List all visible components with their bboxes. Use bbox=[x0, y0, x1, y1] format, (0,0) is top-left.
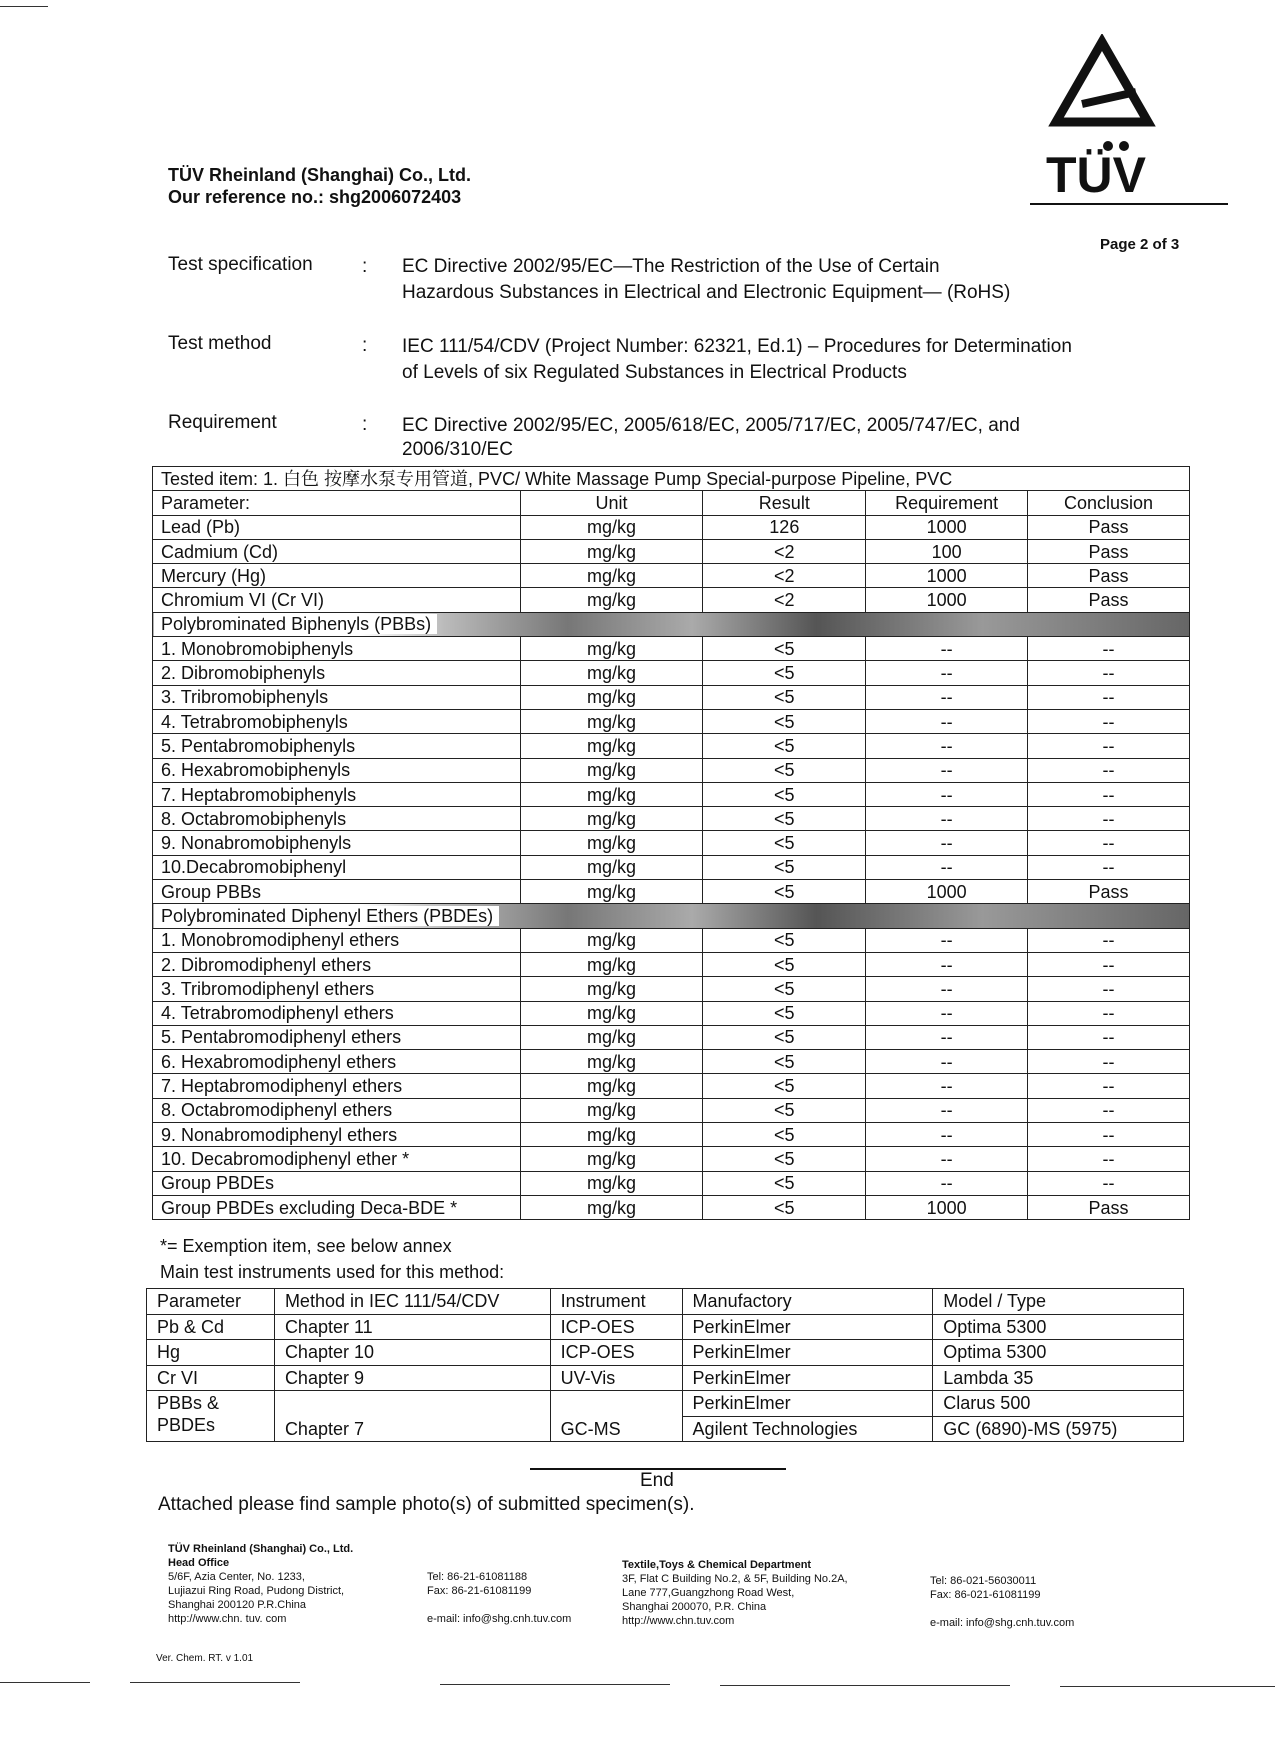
cell-result: <2 bbox=[703, 539, 866, 563]
pbb-section-header-label: Polybrominated Biphenyls (PBBs) bbox=[161, 614, 437, 634]
inst-cell-parameter: Cr VI bbox=[147, 1365, 275, 1391]
inst-cell-manufactory: Agilent Technologies bbox=[682, 1416, 933, 1442]
cell-unit: mg/kg bbox=[520, 685, 703, 709]
instruments-header-row bbox=[147, 1289, 1184, 1315]
cell-unit: mg/kg bbox=[520, 928, 703, 952]
cell-requirement: 100 bbox=[866, 539, 1028, 563]
cell-conclusion: -- bbox=[1028, 782, 1190, 806]
cell-conclusion: Pass bbox=[1028, 588, 1190, 612]
cell-conclusion: -- bbox=[1028, 637, 1190, 661]
cell-conclusion: -- bbox=[1028, 1074, 1190, 1098]
company-name: TÜV Rheinland (Shanghai) Co., Ltd. bbox=[168, 165, 471, 185]
cell-requirement: -- bbox=[866, 1098, 1028, 1122]
spec-text-test-method: IEC 111/54/CDV (Project Number: 62321, Ed.1) – Procedures for Determination of Levels of six Regulated Substances in Electrical Products bbox=[402, 336, 1072, 383]
cell-parameter: Mercury (Hg) bbox=[153, 564, 521, 588]
inst-cell-parameter: Pb & Cd bbox=[147, 1314, 275, 1340]
cell-conclusion: -- bbox=[1028, 1025, 1190, 1049]
inst-header-instrument: Instrument bbox=[550, 1289, 682, 1315]
cell-conclusion: -- bbox=[1028, 1147, 1190, 1171]
cell-result: <5 bbox=[703, 1025, 866, 1049]
cell-unit: mg/kg bbox=[520, 758, 703, 782]
inst-cell-model: Optima 5300 bbox=[933, 1340, 1184, 1366]
cell-requirement: -- bbox=[866, 758, 1028, 782]
tuv-logo bbox=[1030, 34, 1230, 204]
cell-conclusion: -- bbox=[1028, 734, 1190, 758]
inst-cell-instrument: ICP-OES bbox=[550, 1314, 682, 1340]
cell-unit: mg/kg bbox=[520, 977, 703, 1001]
instrument-row bbox=[147, 1391, 1184, 1417]
cell-conclusion: -- bbox=[1028, 1171, 1190, 1195]
scan-line bbox=[720, 1685, 1010, 1686]
cell-unit: mg/kg bbox=[520, 1074, 703, 1098]
pbde-section-header bbox=[153, 904, 1190, 928]
cell-result: <5 bbox=[703, 1195, 866, 1219]
cell-parameter: Lead (Pb) bbox=[153, 515, 521, 539]
cell-conclusion: -- bbox=[1028, 977, 1190, 1001]
footer-head-office-label: Head Office bbox=[168, 1557, 230, 1569]
footer-dept-name: Textile,Toys & Chemical Department bbox=[622, 1559, 812, 1571]
cell-unit: mg/kg bbox=[520, 831, 703, 855]
cell-parameter: 10. Decabromodiphenyl ether * bbox=[153, 1147, 521, 1171]
footer-version: Ver. Chem. RT. v 1.01 bbox=[156, 1653, 254, 1664]
cell-requirement: 1000 bbox=[866, 564, 1028, 588]
end-label: End bbox=[640, 1470, 674, 1491]
page-number: Page 2 of 3 bbox=[1100, 236, 1180, 253]
inst-cell-model: Clarus 500 bbox=[933, 1391, 1184, 1417]
table-row bbox=[153, 1147, 1190, 1171]
cell-unit: mg/kg bbox=[520, 782, 703, 806]
cell-parameter: 5. Pentabromodiphenyl ethers bbox=[153, 1025, 521, 1049]
cell-conclusion: -- bbox=[1028, 831, 1190, 855]
cell-result: <2 bbox=[703, 564, 866, 588]
cell-unit: mg/kg bbox=[520, 1025, 703, 1049]
cell-unit: mg/kg bbox=[520, 1147, 703, 1171]
pbb-section-header bbox=[153, 612, 1190, 636]
spec-label-test-method: Test method bbox=[168, 333, 272, 354]
inst-cell-instrument: UV-Vis bbox=[550, 1365, 682, 1391]
cell-requirement: -- bbox=[866, 1123, 1028, 1147]
cell-unit: mg/kg bbox=[520, 855, 703, 879]
scan-line bbox=[440, 1684, 670, 1685]
cell-unit: mg/kg bbox=[520, 1171, 703, 1195]
cell-result: <5 bbox=[703, 1171, 866, 1195]
table-row bbox=[153, 1195, 1190, 1219]
inst-cell-model: Lambda 35 bbox=[933, 1365, 1184, 1391]
cell-requirement: -- bbox=[866, 1001, 1028, 1025]
attached-note: Attached please find sample photo(s) of submitted specimen(s). bbox=[158, 1494, 695, 1515]
cell-requirement: -- bbox=[866, 952, 1028, 976]
cell-result: <5 bbox=[703, 782, 866, 806]
cell-conclusion: -- bbox=[1028, 685, 1190, 709]
cell-result: <5 bbox=[703, 831, 866, 855]
cell-unit: mg/kg bbox=[520, 807, 703, 831]
inst-cell-model: Optima 5300 bbox=[933, 1314, 1184, 1340]
cell-result: <5 bbox=[703, 685, 866, 709]
logo-rule bbox=[1030, 203, 1228, 205]
cell-parameter: 9. Nonabromodiphenyl ethers bbox=[153, 1123, 521, 1147]
cell-parameter: 9. Nonabromobiphenyls bbox=[153, 831, 521, 855]
cell-requirement: -- bbox=[866, 734, 1028, 758]
cell-result: <5 bbox=[703, 1074, 866, 1098]
cell-requirement: 1000 bbox=[866, 588, 1028, 612]
footer-company: TÜV Rheinland (Shanghai) Co., Ltd. bbox=[168, 1543, 354, 1555]
cell-conclusion: Pass bbox=[1028, 539, 1190, 563]
cell-result: <5 bbox=[703, 709, 866, 733]
cell-parameter: 3. Tribromodiphenyl ethers bbox=[153, 977, 521, 1001]
cell-conclusion: -- bbox=[1028, 952, 1190, 976]
cell-result: <5 bbox=[703, 928, 866, 952]
cell-parameter: 8. Octabromodiphenyl ethers bbox=[153, 1098, 521, 1122]
table-row bbox=[153, 1001, 1190, 1025]
cell-parameter: 7. Heptabromobiphenyls bbox=[153, 782, 521, 806]
cell-unit: mg/kg bbox=[520, 734, 703, 758]
results-header-row bbox=[153, 491, 1190, 515]
cell-result: <5 bbox=[703, 977, 866, 1001]
cell-result: <5 bbox=[703, 952, 866, 976]
table-row bbox=[153, 952, 1190, 976]
table-row bbox=[153, 807, 1190, 831]
cell-requirement: -- bbox=[866, 1171, 1028, 1195]
cell-conclusion: -- bbox=[1028, 661, 1190, 685]
cell-requirement: -- bbox=[866, 709, 1028, 733]
cell-parameter: Group PBDEs bbox=[153, 1171, 521, 1195]
cell-result: <5 bbox=[703, 1001, 866, 1025]
spec-label-requirement: Requirement bbox=[168, 412, 277, 433]
cell-parameter: 6. Hexabromobiphenyls bbox=[153, 758, 521, 782]
footer-contact-2: Tel: 86-021-56030011 Fax: 86-021-61081199 e-mail: info@shg.cnh.tuv.com bbox=[930, 1575, 1075, 1629]
table-row bbox=[153, 782, 1190, 806]
company-header bbox=[168, 164, 471, 208]
cell-parameter: 2. Dibromodiphenyl ethers bbox=[153, 952, 521, 976]
cell-parameter: 10.Decabromobiphenyl bbox=[153, 855, 521, 879]
table-row bbox=[153, 661, 1190, 685]
cell-unit: mg/kg bbox=[520, 1001, 703, 1025]
table-row bbox=[153, 515, 1190, 539]
cell-conclusion: Pass bbox=[1028, 880, 1190, 904]
cell-requirement: -- bbox=[866, 1147, 1028, 1171]
cell-unit: mg/kg bbox=[520, 952, 703, 976]
inst-cell-instrument: ICP-OES bbox=[550, 1340, 682, 1366]
spec-colon: : bbox=[362, 335, 368, 356]
table-row bbox=[153, 1098, 1190, 1122]
cell-conclusion: -- bbox=[1028, 807, 1190, 831]
cell-parameter: 1. Monobromobiphenyls bbox=[153, 637, 521, 661]
cell-parameter: 1. Monobromodiphenyl ethers bbox=[153, 928, 521, 952]
cell-requirement: -- bbox=[866, 1025, 1028, 1049]
cell-parameter: 2. Dibromobiphenyls bbox=[153, 661, 521, 685]
cell-conclusion: -- bbox=[1028, 1050, 1190, 1074]
cell-requirement: -- bbox=[866, 685, 1028, 709]
table-row bbox=[153, 1074, 1190, 1098]
spec-label-test-specification: Test specification bbox=[168, 254, 313, 275]
cell-unit: mg/kg bbox=[520, 637, 703, 661]
inst-header-parameter: Parameter bbox=[147, 1289, 275, 1315]
cell-unit: mg/kg bbox=[520, 1098, 703, 1122]
pbb-section-header-cell bbox=[153, 612, 1190, 636]
inst-cell-method: Chapter 7 bbox=[274, 1391, 550, 1442]
inst-cell-method: Chapter 9 bbox=[274, 1365, 550, 1391]
table-row bbox=[153, 880, 1190, 904]
cell-result: <2 bbox=[703, 588, 866, 612]
inst-cell-manufactory: PerkinElmer bbox=[682, 1314, 933, 1340]
inst-cell-model: GC (6890)-MS (5975) bbox=[933, 1416, 1184, 1442]
col-header-parameter: Parameter: bbox=[153, 491, 521, 515]
cell-parameter: 7. Heptabromodiphenyl ethers bbox=[153, 1074, 521, 1098]
instruments-title: Main test instruments used for this method: bbox=[160, 1262, 505, 1282]
instruments-table bbox=[146, 1288, 1184, 1442]
spec-text-requirement: EC Directive 2002/95/EC, 2005/618/EC, 2005/717/EC, 2005/747/EC, and 2006/310/EC bbox=[402, 415, 1020, 460]
inst-header-method: Method in IEC 111/54/CDV bbox=[274, 1289, 550, 1315]
table-row bbox=[153, 564, 1190, 588]
cell-result: <5 bbox=[703, 734, 866, 758]
table-row bbox=[153, 758, 1190, 782]
footer-department: Textile,Toys & Chemical Department 3F, Flat C Building No.2, & 5F, Building No.2A, Lane 777,Guangzhong Road West, Shanghai 200070, P.R. China http://www.chn.tuv.com bbox=[622, 1559, 848, 1627]
instrument-row bbox=[147, 1365, 1184, 1391]
cell-result: <5 bbox=[703, 758, 866, 782]
exemption-note: *= Exemption item, see below annex bbox=[160, 1236, 452, 1256]
spec-colon: : bbox=[362, 256, 368, 277]
pbde-section-header-cell bbox=[153, 904, 1190, 928]
inst-cell-parameter: Hg bbox=[147, 1340, 275, 1366]
inst-cell-method: Chapter 11 bbox=[274, 1314, 550, 1340]
cell-parameter: 5. Pentabromobiphenyls bbox=[153, 734, 521, 758]
inst-cell-instrument: GC-MS bbox=[550, 1391, 682, 1442]
cell-unit: mg/kg bbox=[520, 661, 703, 685]
table-row bbox=[153, 855, 1190, 879]
table-row bbox=[153, 539, 1190, 563]
cell-unit: mg/kg bbox=[520, 709, 703, 733]
cell-requirement: -- bbox=[866, 1050, 1028, 1074]
cell-requirement: -- bbox=[866, 831, 1028, 855]
table-row bbox=[153, 709, 1190, 733]
cell-conclusion: -- bbox=[1028, 928, 1190, 952]
scan-line bbox=[1060, 1686, 1275, 1687]
cell-requirement: 1000 bbox=[866, 515, 1028, 539]
cell-conclusion: -- bbox=[1028, 758, 1190, 782]
logo-text: TÜV bbox=[1046, 147, 1146, 203]
table-row bbox=[153, 637, 1190, 661]
tested-item-row bbox=[153, 467, 1190, 491]
table-row bbox=[153, 734, 1190, 758]
spec-text-test-specification: EC Directive 2002/95/EC—The Restriction of the Use of Certain Hazardous Substances in Electrical and Electronic Equipment— (RoHS) bbox=[402, 256, 1011, 303]
scan-line bbox=[0, 1682, 90, 1683]
table-row bbox=[153, 1171, 1190, 1195]
results-table bbox=[152, 466, 1190, 1220]
cell-result: <5 bbox=[703, 661, 866, 685]
cell-result: <5 bbox=[703, 880, 866, 904]
cell-requirement: 1000 bbox=[866, 1195, 1028, 1219]
cell-result: <5 bbox=[703, 807, 866, 831]
cell-conclusion: -- bbox=[1028, 1001, 1190, 1025]
cell-conclusion: -- bbox=[1028, 1098, 1190, 1122]
inst-cell-method: Chapter 10 bbox=[274, 1340, 550, 1366]
cell-requirement: -- bbox=[866, 928, 1028, 952]
cell-conclusion: -- bbox=[1028, 855, 1190, 879]
table-row bbox=[153, 588, 1190, 612]
col-header-unit: Unit bbox=[520, 491, 703, 515]
cell-parameter: Group PBDEs excluding Deca-BDE * bbox=[153, 1195, 521, 1219]
inst-cell-manufactory: PerkinElmer bbox=[682, 1365, 933, 1391]
col-header-requirement: Requirement bbox=[866, 491, 1028, 515]
scan-mark bbox=[0, 6, 48, 7]
cell-requirement: -- bbox=[866, 855, 1028, 879]
cell-unit: mg/kg bbox=[520, 588, 703, 612]
cell-result: 126 bbox=[703, 515, 866, 539]
inst-cell-parameter: PBBs & PBDEs bbox=[147, 1391, 275, 1442]
inst-cell-manufactory: PerkinElmer bbox=[682, 1340, 933, 1366]
instrument-row bbox=[147, 1340, 1184, 1366]
cell-result: <5 bbox=[703, 1123, 866, 1147]
cell-parameter: Chromium VI (Cr VI) bbox=[153, 588, 521, 612]
tested-item: Tested item: 1. 白色 按摩水泵专用管道, PVC/ White Massage Pump Special-purpose Pipeline, PVC bbox=[153, 467, 1190, 491]
cell-conclusion: -- bbox=[1028, 709, 1190, 733]
reference-number: Our reference no.: shg2006072403 bbox=[168, 187, 462, 207]
cell-result: <5 bbox=[703, 1098, 866, 1122]
table-row bbox=[153, 685, 1190, 709]
inst-cell-manufactory: PerkinElmer bbox=[682, 1391, 933, 1417]
footer-head-office: TÜV Rheinland (Shanghai) Co., Ltd. Head Office 5/6F, Azia Center, No. 1233, Lujiazui Ring Road, Pudong District, Shanghai 200120 P.R.China http://www.chn. tuv. com bbox=[168, 1543, 354, 1625]
cell-unit: mg/kg bbox=[520, 515, 703, 539]
cell-result: <5 bbox=[703, 1050, 866, 1074]
cell-conclusion: Pass bbox=[1028, 515, 1190, 539]
table-row bbox=[153, 1050, 1190, 1074]
cell-parameter: 4. Tetrabromodiphenyl ethers bbox=[153, 1001, 521, 1025]
cell-requirement: -- bbox=[866, 637, 1028, 661]
cell-unit: mg/kg bbox=[520, 539, 703, 563]
cell-parameter: 6. Hexabromodiphenyl ethers bbox=[153, 1050, 521, 1074]
cell-result: <5 bbox=[703, 637, 866, 661]
footer-contact-1: Tel: 86-21-61081188 Fax: 86-21-61081199 e-mail: info@shg.cnh.tuv.com bbox=[427, 1571, 572, 1625]
pbde-section-header-label: Polybrominated Diphenyl Ethers (PBDEs) bbox=[161, 906, 499, 926]
cell-unit: mg/kg bbox=[520, 880, 703, 904]
table-row bbox=[153, 977, 1190, 1001]
instrument-row bbox=[147, 1314, 1184, 1340]
cell-requirement: 1000 bbox=[866, 880, 1028, 904]
table-row bbox=[153, 831, 1190, 855]
col-header-conclusion: Conclusion bbox=[1028, 491, 1190, 515]
table-row bbox=[153, 1025, 1190, 1049]
cell-parameter: Cadmium (Cd) bbox=[153, 539, 521, 563]
cell-parameter: 8. Octabromobiphenyls bbox=[153, 807, 521, 831]
cell-unit: mg/kg bbox=[520, 1123, 703, 1147]
cell-conclusion: -- bbox=[1028, 1123, 1190, 1147]
cell-parameter: Group PBBs bbox=[153, 880, 521, 904]
cell-requirement: -- bbox=[866, 807, 1028, 831]
cell-requirement: -- bbox=[866, 661, 1028, 685]
inst-header-manufactory: Manufactory bbox=[682, 1289, 933, 1315]
scan-line bbox=[130, 1682, 300, 1683]
cell-result: <5 bbox=[703, 1147, 866, 1171]
inst-header-model: Model / Type bbox=[933, 1289, 1184, 1315]
cell-requirement: -- bbox=[866, 782, 1028, 806]
spec-colon: : bbox=[362, 414, 368, 435]
col-header-result: Result bbox=[703, 491, 866, 515]
table-row bbox=[153, 1123, 1190, 1147]
cell-result: <5 bbox=[703, 855, 866, 879]
cell-parameter: 3. Tribromobiphenyls bbox=[153, 685, 521, 709]
cell-requirement: -- bbox=[866, 977, 1028, 1001]
table-row bbox=[153, 928, 1190, 952]
cell-conclusion: Pass bbox=[1028, 1195, 1190, 1219]
cell-parameter: 4. Tetrabromobiphenyls bbox=[153, 709, 521, 733]
cell-unit: mg/kg bbox=[520, 564, 703, 588]
cell-unit: mg/kg bbox=[520, 1195, 703, 1219]
cell-conclusion: Pass bbox=[1028, 564, 1190, 588]
cell-unit: mg/kg bbox=[520, 1050, 703, 1074]
cell-requirement: -- bbox=[866, 1074, 1028, 1098]
